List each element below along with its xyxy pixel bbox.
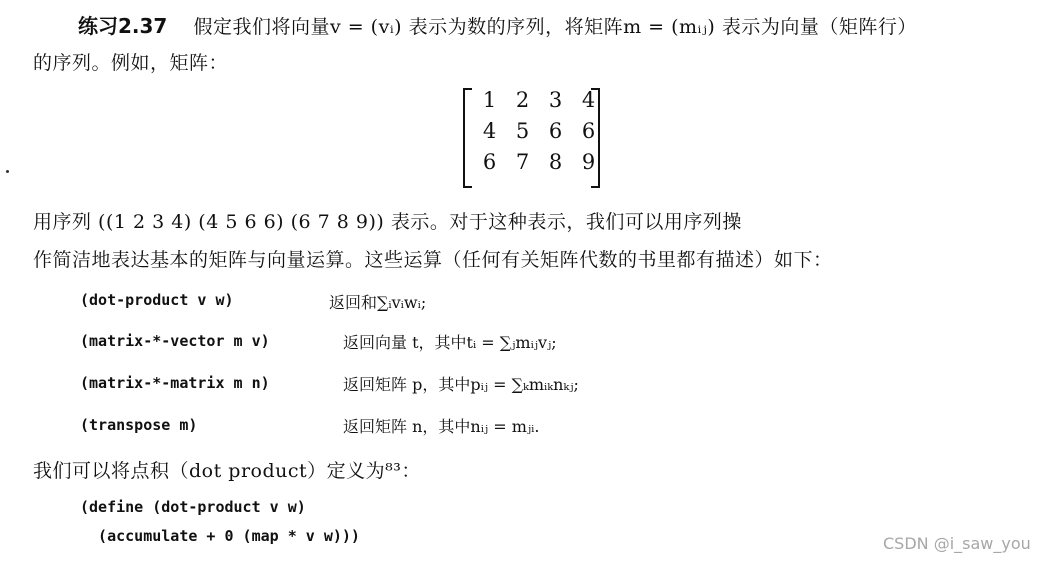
operation-code: (transpose m) — [80, 416, 198, 434]
operation-code: (dot-product v w) — [80, 291, 234, 309]
operation-description: 返回矩阵 p，其中pᵢⱼ = ∑ₖmᵢₖnₖⱼ; — [343, 375, 579, 394]
matrix-row — [473, 88, 605, 118]
code-line: (accumulate + 0 (map * v w))) — [80, 527, 360, 545]
operation-description: 返回矩阵 n，其中nᵢⱼ = mⱼᵢ. — [343, 417, 540, 436]
operation-code: (matrix-*-matrix m n) — [80, 374, 270, 392]
matrix-cell: 6 — [548, 119, 563, 143]
matrix-cell: 2 — [515, 88, 530, 112]
matrix-cell: 6 — [581, 119, 596, 143]
define-sentence: 我们可以将点积（dot product）定义为⁸³： — [33, 460, 421, 482]
operation-description: 返回和∑ᵢvᵢwᵢ; — [329, 293, 427, 312]
operation-description: 返回向量 t，其中tᵢ = ∑ⱼmᵢⱼvⱼ; — [343, 333, 557, 352]
paragraph-line2: 作简洁地表达基本的矩阵与向量运算。这些运算（任何有关矩阵代数的书里都有描述）如下： — [33, 249, 833, 271]
exercise-number: 练习2.37 — [78, 14, 168, 38]
matrix-cell: 4 — [482, 119, 497, 143]
matrix-cell: 9 — [581, 150, 596, 174]
exercise-text-line2: 的序列。例如，矩阵： — [33, 52, 229, 74]
code-line: (define (dot-product v w) — [80, 498, 306, 516]
operation-code: (matrix-*-vector m v) — [80, 332, 270, 350]
matrix-cell: 8 — [548, 150, 563, 174]
matrix-row — [473, 150, 605, 180]
matrix-row — [473, 119, 605, 149]
example-matrix — [463, 88, 600, 184]
exercise-heading — [78, 10, 917, 39]
matrix-cell: 5 — [515, 119, 530, 143]
paragraph-line1: 用序列 ((1 2 3 4) (4 5 6 6) (6 7 8 9)) 表示。对于这种表示，我们可以用序列操 — [33, 211, 742, 233]
matrix-cell: 6 — [482, 150, 497, 174]
matrix-cell: 4 — [581, 88, 596, 112]
scan-speck — [6, 170, 9, 173]
exercise-text-line1: 假定我们将向量v = (vᵢ) 表示为数的序列，将矩阵m = (mᵢⱼ) 表示为向量（矩阵行） — [193, 16, 917, 38]
matrix-cell: 3 — [548, 88, 563, 112]
matrix-cell: 1 — [482, 88, 497, 112]
matrix-left-bracket — [463, 88, 472, 188]
csdn-watermark: CSDN @i_saw_you — [883, 534, 1031, 553]
matrix-cell: 7 — [515, 150, 530, 174]
